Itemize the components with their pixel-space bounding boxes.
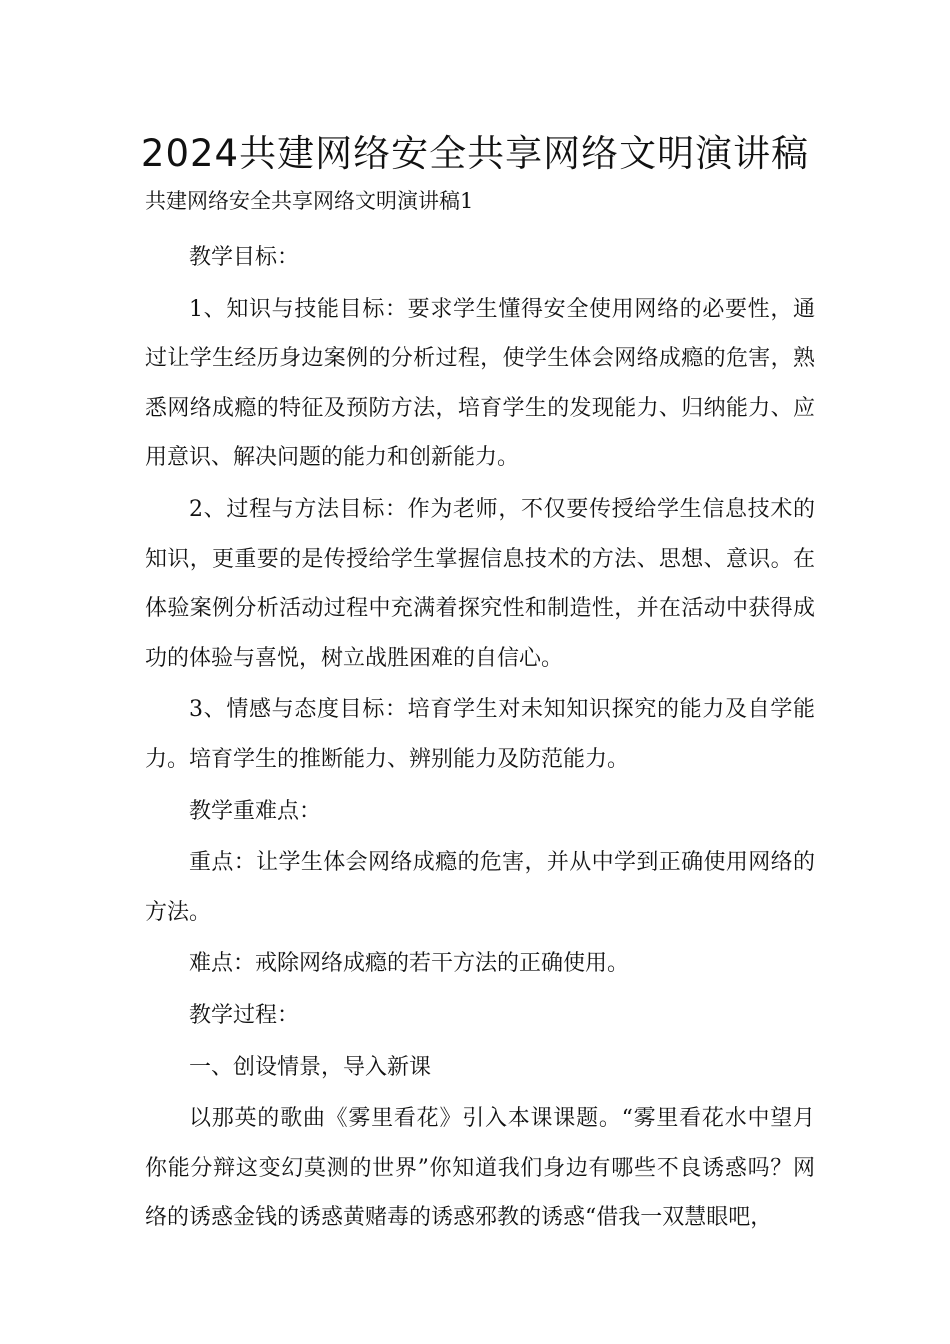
paragraph-knowledge-skill-goal: 1、知识与技能目标：要求学生懂得安全使用网络的必要性，通过让学生经历身边案例的分析过程，使学生体会网络成瘾的危害，熟悉网络成瘾的特征及预防方法，培育学生的发现能力、归纳能力、应用意识、解决问题的能力和创新能力。 bbox=[145, 296, 815, 471]
paragraph-emotion-attitude-goal: 3、情感与态度目标：培育学生对未知知识探究的能力及自学能力。培育学生的推断能力、辨别能力及防范能力。 bbox=[145, 697, 815, 772]
document-body bbox=[145, 233, 815, 1245]
paragraph-song-introduction: 以那英的歌曲《雾里看花》引入本课课题。“雾里看花水中望月你能分辩这变幻莫测的世界”你知道我们身边有哪些不良诱惑吗？网络的诱惑金钱的诱惑黄赌毒的诱惑邪教的诱惑“借我一双慧眼吧， bbox=[145, 1106, 815, 1231]
paragraph-process-method-goal: 2、过程与方法目标：作为老师，不仅要传授给学生信息技术的知识，更重要的是传授给学生掌握信息技术的方法、思想、意识。在体验案例分析活动过程中充满着探究性和制造性，并在活动中获得成功的体验与喜悦，树立战胜困难的自信心。 bbox=[145, 496, 815, 671]
document-title: 2024共建网络安全共享网络文明演讲稿 bbox=[140, 132, 810, 175]
paragraph-key-point: 重点：让学生体会网络成瘾的危害，并从中学到正确使用网络的方法。 bbox=[145, 850, 815, 925]
paragraph-section-one-heading: 一、创设情景，导入新课 bbox=[189, 1054, 432, 1080]
document-subtitle: 共建网络安全共享网络文明演讲稿1 bbox=[145, 189, 474, 213]
paragraph-key-difficult-points-heading: 教学重难点： bbox=[189, 798, 322, 824]
paragraph-teaching-goals-heading: 教学目标： bbox=[189, 245, 300, 270]
paragraph-difficult-point: 难点：戒除网络成瘾的若干方法的正确使用。 bbox=[189, 951, 630, 977]
paragraph-teaching-process-heading: 教学过程： bbox=[189, 1002, 300, 1028]
